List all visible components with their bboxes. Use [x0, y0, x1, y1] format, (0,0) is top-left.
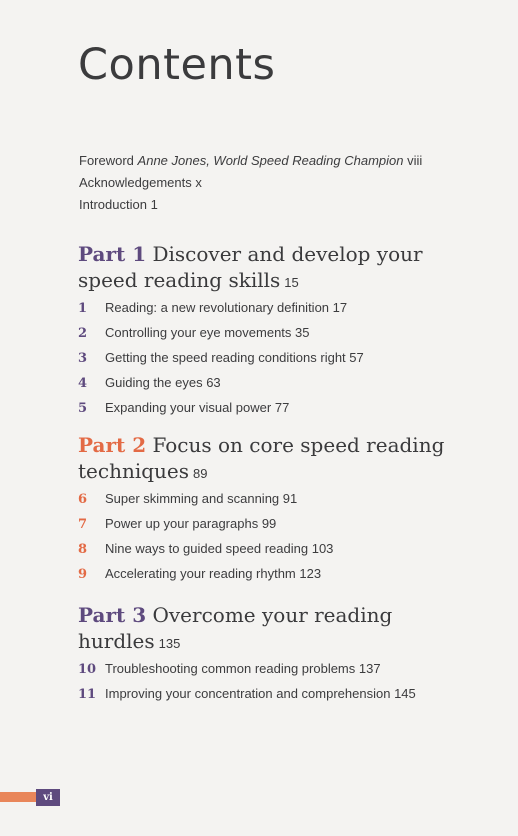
chapter-item: [78, 562, 333, 587]
part-1-chapter-list: [78, 296, 364, 421]
part-3-heading: [78, 602, 478, 657]
chapter-page: 145: [394, 686, 416, 701]
front-matter-label: Acknowledgements: [79, 175, 192, 190]
chapter-page: 17: [332, 300, 348, 315]
chapter-number: 6: [78, 492, 88, 507]
chapter-number: 10: [78, 662, 97, 677]
chapter-item: [78, 657, 416, 682]
chapter-title: Controlling your eye movements: [105, 325, 292, 340]
part-label: Part 3: [78, 603, 147, 627]
front-matter-list: [79, 150, 422, 216]
front-matter-page: x: [195, 175, 202, 190]
chapter-title: Reading: a new revolutionary definition: [105, 300, 330, 315]
part-1-heading: [78, 241, 478, 296]
part-title-line2: techniques: [78, 459, 190, 483]
chapter-title: Guiding the eyes: [105, 375, 203, 390]
chapter-number: 7: [78, 517, 88, 532]
front-matter-item: [79, 150, 422, 172]
page-number: vi: [36, 789, 60, 806]
chapter-number: 4: [78, 376, 88, 391]
chapter-page: 103: [311, 541, 334, 556]
chapter-title: Getting the speed reading conditions right: [105, 350, 346, 365]
folio-bar: [0, 792, 36, 802]
part-title-line1: Discover and develop your: [152, 242, 423, 266]
chapter-page: 57: [349, 350, 364, 365]
chapter-title: Power up your paragraphs: [105, 516, 259, 531]
chapter-item: [78, 512, 333, 537]
front-matter-page: viii: [407, 153, 423, 168]
chapter-page: 123: [299, 566, 322, 581]
part-page: 135: [158, 636, 181, 651]
chapter-title: Improving your concentration and comprehension: [105, 686, 391, 701]
chapter-page: 63: [206, 375, 221, 390]
part-label: Part 1: [78, 242, 147, 266]
chapter-number: 1: [78, 301, 88, 316]
front-matter-author: Anne Jones, World Speed Reading Champion: [137, 153, 404, 168]
chapter-number: 9: [78, 567, 88, 582]
part-2-chapter-list: [78, 487, 333, 587]
chapter-title: Troubleshooting common reading problems: [105, 661, 356, 676]
front-matter-label: Introduction: [79, 197, 147, 212]
chapter-title: Nine ways to guided speed reading: [105, 541, 309, 556]
chapter-title: Super skimming and scanning: [105, 491, 280, 506]
front-matter-page: 1: [150, 197, 158, 212]
chapter-number: 2: [78, 326, 88, 341]
chapter-item: [78, 682, 416, 707]
chapter-page: 99: [261, 516, 277, 531]
chapter-item: [78, 321, 364, 346]
chapter-title: Accelerating your reading rhythm: [105, 566, 296, 581]
front-matter-item: [79, 172, 422, 194]
chapter-page: 137: [358, 661, 381, 676]
front-matter-item: [79, 194, 422, 216]
chapter-title: Expanding your visual power: [105, 400, 272, 415]
part-2-heading: [78, 432, 478, 487]
part-title-line2: speed reading skills: [78, 268, 281, 292]
part-page: 15: [284, 275, 299, 290]
chapter-number: 3: [78, 351, 88, 366]
chapter-page: 35: [295, 325, 310, 340]
front-matter-label: Foreword: [79, 153, 134, 168]
page-title: Contents: [78, 40, 276, 90]
chapter-item: [78, 371, 364, 396]
chapter-item: [78, 396, 364, 421]
part-label: Part 2: [78, 433, 147, 457]
chapter-item: [78, 346, 364, 371]
chapter-number: 8: [78, 542, 88, 557]
part-title-line2: hurdles: [78, 629, 155, 653]
chapter-item: [78, 487, 333, 512]
chapter-page: 77: [274, 400, 290, 415]
chapter-item: [78, 296, 364, 321]
chapter-number: 5: [78, 401, 88, 416]
chapter-item: [78, 537, 333, 562]
part-page: 89: [193, 466, 208, 481]
chapter-page: 91: [282, 491, 298, 506]
chapter-number: 11: [78, 687, 97, 702]
part-title-line1: Focus on core speed reading: [152, 433, 445, 457]
part-title-line1: Overcome your reading: [152, 603, 393, 627]
part-3-chapter-list: [78, 657, 416, 707]
